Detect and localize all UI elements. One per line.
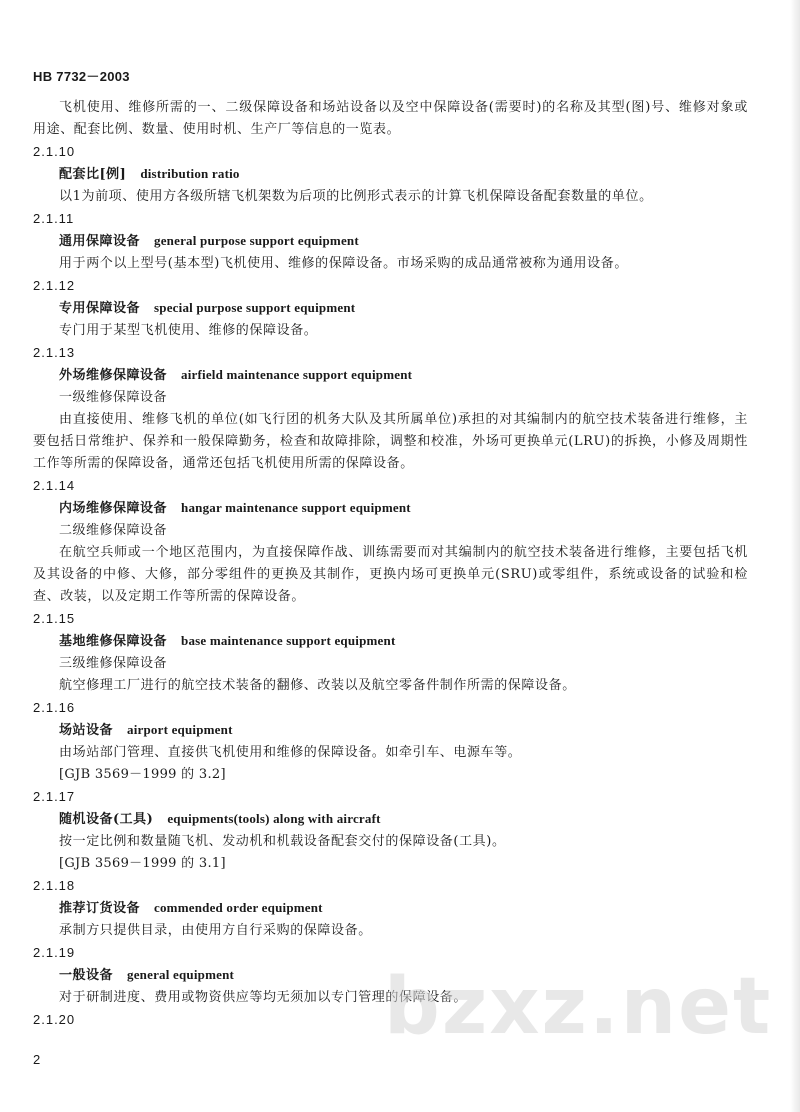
term-chinese: 外场维修保障设备 [59,368,168,383]
term-english: commended order equipment [154,900,323,915]
source-reference: [GJB 3569－1999 的 3.1] [59,856,226,871]
alternate-term: 三级维修保障设备 [59,656,168,671]
term-entries [33,141,748,1031]
clause-number: 2.1.16 [33,700,76,715]
term-english: hangar maintenance support equipment [181,500,411,515]
term-definition: 专门用于某型飞机使用、维修的保障设备。 [59,323,318,338]
term-entry [33,275,748,342]
term-chinese: 通用保障设备 [59,234,141,249]
term-english: general equipment [127,967,235,982]
intro-paragraph: 飞机使用、维修所需的一、二级保障设备和场站设备以及空中保障设备(需要时)的名称及其型(图)号、维修对象或用途、配套比例、数量、使用时机、生产厂等信息的一览表。 [33,100,748,137]
term-chinese: 一般设备 [59,968,114,983]
clause-number: 2.1.20 [33,1012,76,1027]
term-line [33,230,748,253]
term-definition: 由直接使用、维修飞机的单位(如飞行团的机务大队及其所属单位)承担的对其编制内的航空技术装备进行维修，主要包括日常维护、保养和一般保障勤务，检查和故障排除，调整和校准，外场可更换单元(LRU)的拆换，小修及周期性工作等所需的保障设备，通常还包括飞机使用所需的保障设备。 [33,412,748,471]
term-entry [33,1009,748,1031]
term-entry [33,208,748,275]
term-chinese: 场站设备 [59,723,114,738]
term-definition: 按一定比例和数量随飞机、发动机和机载设备配套交付的保障设备(工具)。 [59,834,506,849]
term-entry [33,475,748,608]
term-entry [33,875,748,942]
term-line [33,297,748,320]
term-line [33,808,748,831]
clause-number: 2.1.14 [33,478,76,493]
term-line [33,719,748,742]
document-id-header: HB 7732－2003 [33,69,130,84]
term-entry [33,786,748,875]
alternate-term: 二级维修保障设备 [59,523,168,538]
term-english: equipments(tools) along with aircraft [167,811,381,826]
term-line [33,897,748,920]
clause-number: 2.1.17 [33,789,76,804]
page-number: 2 [33,1052,41,1067]
clause-number: 2.1.11 [33,211,75,226]
term-english: airport equipment [127,722,233,737]
clause-number: 2.1.19 [33,945,76,960]
term-english: special purpose support equipment [154,300,356,315]
term-line [33,630,748,653]
term-definition: 在航空兵师或一个地区范围内，为直接保障作战、训练需要而对其编制内的航空技术装备进行维修，主要包括飞机及其设备的中修、大修，部分零组件的更换及其制作，更换内场可更换单元(SRU)或零组件，系统或设备的试验和检查、改装，以及定期工作等所需的保障设备。 [33,545,748,604]
alternate-term: 一级维修保障设备 [59,390,168,405]
term-line [33,364,748,387]
term-entry [33,342,748,475]
term-chinese: 随机设备(工具) [59,812,154,827]
term-chinese: 内场维修保障设备 [59,501,168,516]
clause-number: 2.1.12 [33,278,76,293]
term-entry [33,697,748,786]
term-line [33,163,748,186]
term-definition: 航空修理工厂进行的航空技术装备的翻修、改装以及航空零备件制作所需的保障设备。 [59,678,576,693]
term-entry [33,608,748,697]
document-body [33,97,748,1031]
term-entry [33,942,748,1009]
clause-number: 2.1.10 [33,144,76,159]
source-reference: [GJB 3569－1999 的 3.2] [59,767,226,782]
clause-number: 2.1.15 [33,611,76,626]
term-definition: 用于两个以上型号(基本型)飞机使用、维修的保障设备。市场采购的成品通常被称为通用设备。 [59,256,628,271]
term-chinese: 基地维修保障设备 [59,634,168,649]
term-definition: 承制方只提供目录，由使用方自行采购的保障设备。 [59,923,372,938]
term-definition: 以1为前项、使用方各级所辖飞机架数为后项的比例形式表示的计算飞机保障设备配套数量的单位。 [59,189,653,204]
term-definition: 由场站部门管理、直接供飞机使用和维修的保障设备。如牵引车、电源车等。 [59,745,522,760]
term-definition: 对于研制进度、费用或物资供应等均无须加以专门管理的保障设备。 [59,990,468,1005]
site-watermark: bzxz.net [384,962,773,1052]
term-chinese: 专用保障设备 [59,301,141,316]
term-line [33,497,748,520]
term-english: general purpose support equipment [154,233,359,248]
clause-number: 2.1.18 [33,878,76,893]
term-line [33,964,748,987]
clause-number: 2.1.13 [33,345,76,360]
term-english: base maintenance support equipment [181,633,396,648]
term-english: airfield maintenance support equipment [181,367,413,382]
term-entry [33,141,748,208]
page-edge-shadow [790,0,800,1112]
term-english: distribution ratio [140,166,240,181]
term-chinese: 推荐订货设备 [59,901,141,916]
term-chinese: 配套比[例] [59,167,127,182]
